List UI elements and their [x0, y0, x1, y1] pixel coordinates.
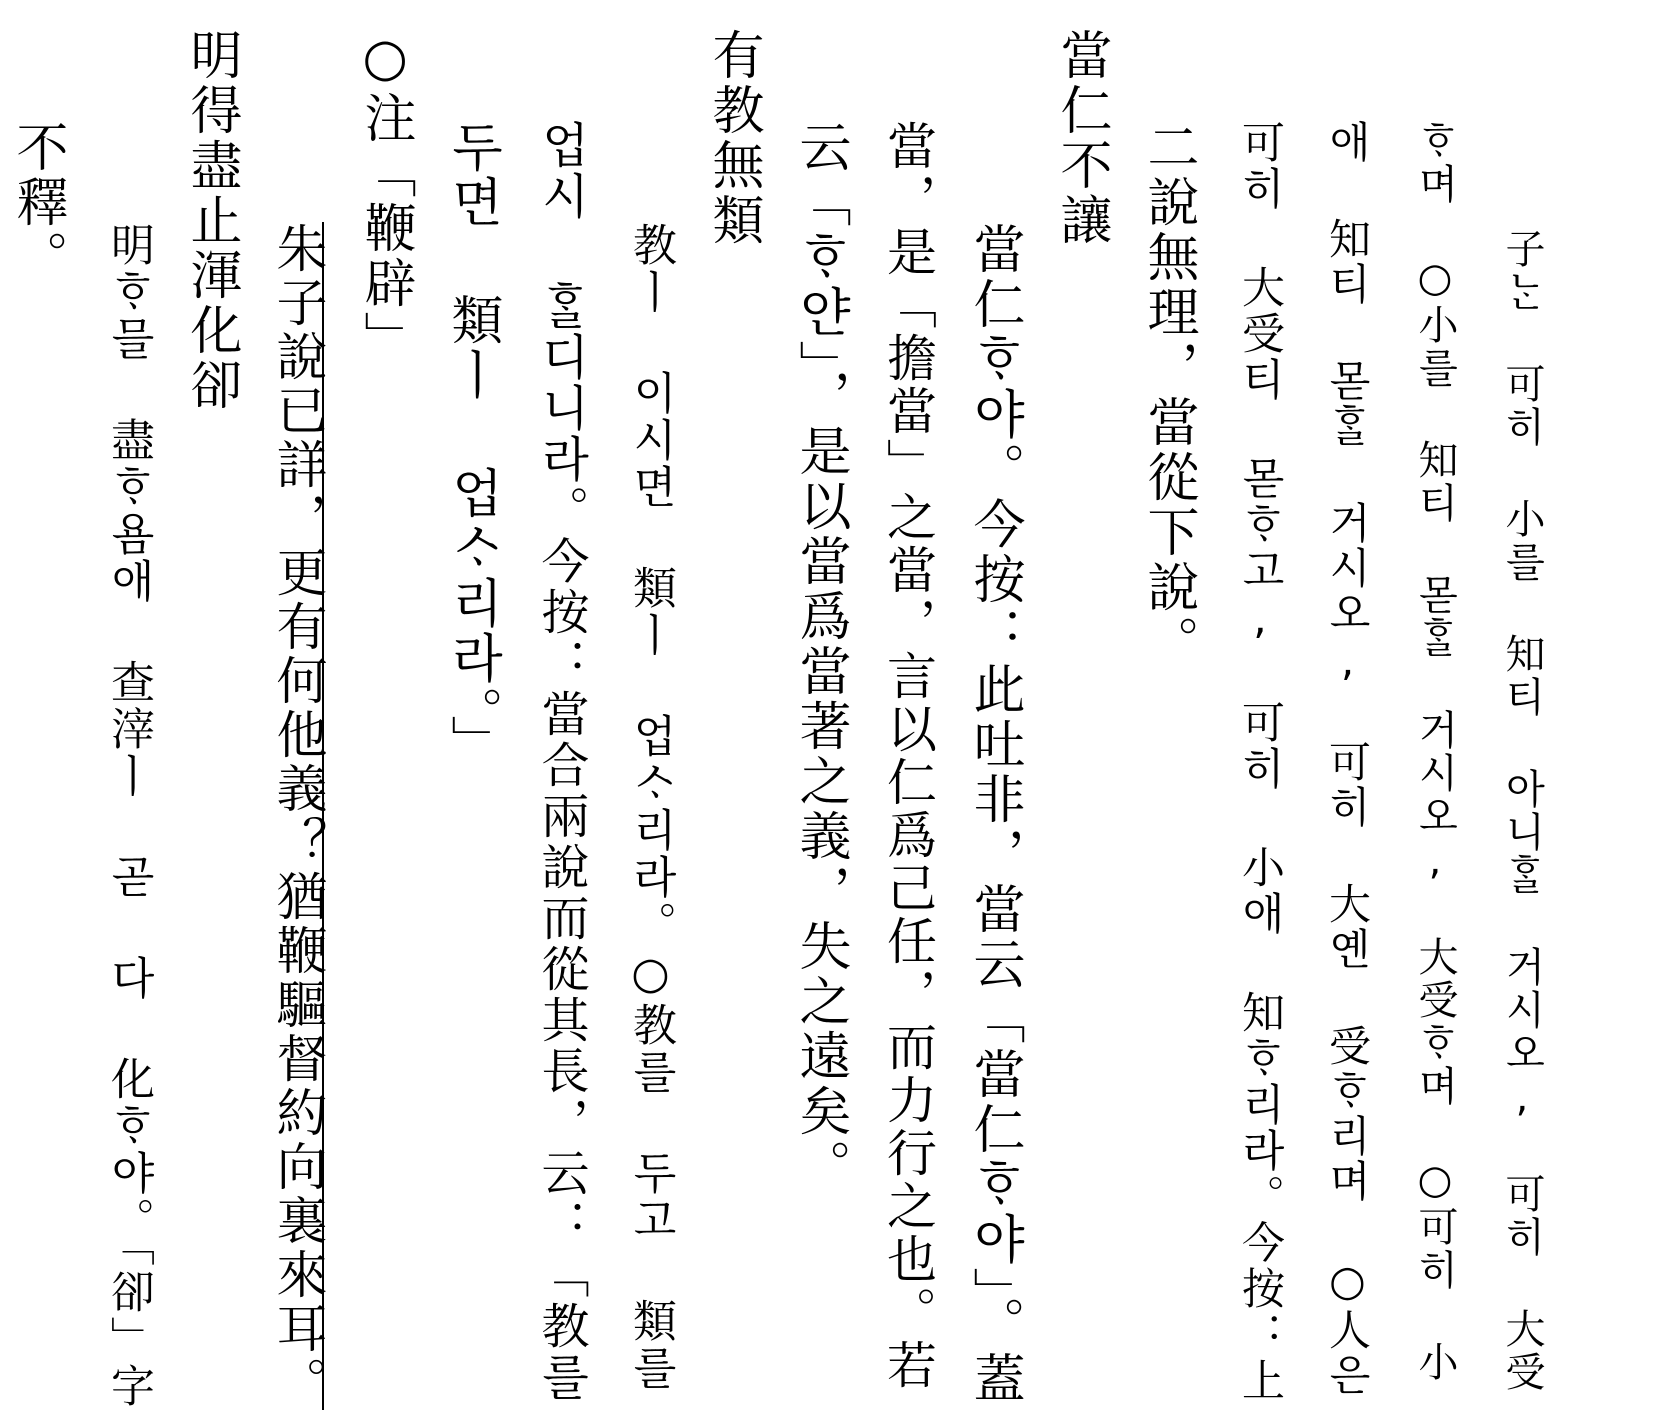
text-column-5: 二說無理，當從下說。	[1138, 120, 1198, 670]
heading-note-bian-pi: ○注「鞭辟」	[355, 28, 415, 366]
text-column-13: 두면 類ㅣ 업ᄉᆞ리라。」	[442, 120, 502, 770]
text-column-3: 애 知티 몯ᄒᆞᆯ 거시오, 可히 大옌 受ᄒᆞ리며 ○人은	[1323, 120, 1372, 1398]
text-column-1: 子ᄂᆞᆫ 可히 小를 知티 아니ᄒᆞᆯ 거시오, 可히 大受	[1499, 228, 1545, 1394]
text-column-8: 當，是「擔當」之當，言以仁爲己任，而力行之也。若	[879, 120, 937, 1392]
text-column-2: ᄒᆞ며 ○小를 知티 몯ᄒᆞᆯ 거시오, 大受ᄒᆞ며 ○可히 小	[1412, 120, 1458, 1384]
text-column-12: 업시 ᄒᆞᆯ디니라。今按：當合兩說而從其長，云：「教를	[533, 120, 589, 1403]
text-column-15: 朱子說已詳，更有何他義？猶鞭驅督約向裏來耳。	[267, 222, 326, 1410]
heading-ming-de-jin: 明得盡止渾化卻	[181, 28, 241, 413]
text-column-4: 可히 大受티 몯ᄒᆞ고, 可히 小애 知ᄒᆞ리라。今按：上	[1235, 120, 1285, 1404]
text-column-17: 明ᄒᆞ믈 盡ᄒᆞ욤애 查滓ㅣ 곧 다 化ᄒᆞ야。「卻」字	[103, 222, 154, 1410]
text-column-11: 教ㅣ 이시면 類ㅣ 업ᄉᆞ리라。○教를 두고 類를	[625, 222, 676, 1392]
text-column-9: 云「ᄒᆞ얀」，是以當爲當著之義，失之遠矣。	[790, 120, 850, 1194]
heading-dang-in-bu-yang: 當仁不讓	[1051, 28, 1111, 248]
text-column-7: 當仁ᄒᆞ야。今按：此吐非，當云「當仁ᄒᆞ야」。蓋	[964, 222, 1024, 1406]
heading-you-jiao-wu-lei: 有教無類	[703, 28, 763, 248]
text-column-18: 不釋。	[7, 120, 67, 285]
